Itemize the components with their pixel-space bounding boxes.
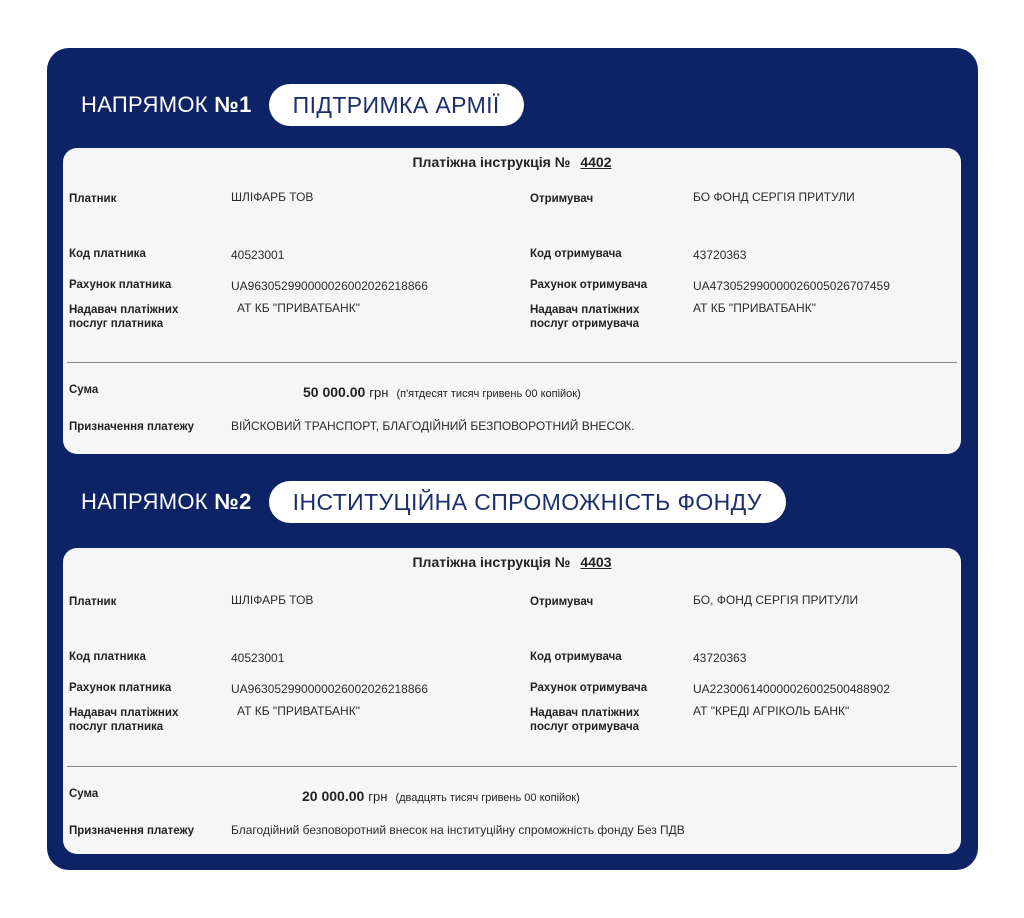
purpose-label: Призначення платежу (69, 421, 195, 433)
recipient-provider-value: АТ КБ "ПРИВАТБАНК" (693, 301, 816, 315)
sum-amount (303, 384, 581, 400)
currency: грн (368, 789, 388, 804)
recipient-provider-value: АТ "КРЕДІ АГРІКОЛЬ БАНК" (693, 704, 850, 718)
payer-account-label: Рахунок платника (69, 279, 172, 291)
recipient-code-label: Код отримувача (530, 248, 622, 260)
payer-value: ШЛІФАРБ ТОВ (231, 593, 314, 607)
sum-value: 50 000.00 (303, 384, 366, 400)
sum-amount (302, 788, 580, 804)
instruction-number: 4402 (580, 154, 612, 170)
direction-label: НАПРЯМОК №2 (81, 489, 252, 514)
divider (67, 766, 957, 767)
payer-account-label: Рахунок платника (69, 682, 172, 694)
sum-value: 20 000.00 (302, 788, 365, 804)
recipient-account-label: Рахунок отримувача (530, 279, 648, 291)
payer-provider-value: АТ КБ "ПРИВАТБАНК" (237, 301, 360, 315)
instruction-title: Платіжна інструкція № 4403 (412, 554, 612, 570)
purpose-value: ВІЙСКОВИЙ ТРАНСПОРТ, БЛАГОДІЙНИЙ БЕЗПОВОРОТНИЙ ВНЕСОК. (231, 419, 635, 433)
recipient-account-value: UA473052990000026005026707459 (693, 279, 890, 293)
divider (67, 362, 957, 363)
payer-code-label: Код платника (69, 651, 146, 663)
recipient-value: БО ФОНД СЕРГІЯ ПРИТУЛИ (693, 190, 855, 204)
direction-label: НАПРЯМОК №1 (81, 92, 252, 117)
payer-provider-value: АТ КБ "ПРИВАТБАНК" (237, 704, 360, 718)
purpose-label: Призначення платежу (69, 825, 195, 837)
payment-instruction-card-2 (63, 548, 961, 854)
direction-heading-2 (81, 481, 786, 523)
recipient-account-label: Рахунок отримувача (530, 682, 648, 694)
payer-label: Платник (69, 193, 117, 205)
recipient-code-value: 43720363 (693, 248, 747, 262)
payer-code-label: Код платника (69, 248, 146, 260)
payer-code-value: 40523001 (231, 651, 285, 665)
recipient-code-label: Код отримувача (530, 651, 622, 663)
recipient-value: БО, ФОНД СЕРГІЯ ПРИТУЛИ (693, 593, 859, 607)
sum-label: Сума (69, 788, 99, 800)
instruction-title: Платіжна інструкція № 4402 (412, 154, 612, 170)
recipient-account-value: UA223006140000026002500488902 (693, 682, 890, 696)
payer-provider-label: Надавач платіжних послуг платника (69, 707, 179, 733)
recipient-label: Отримувач (530, 596, 594, 608)
payer-code-value: 40523001 (231, 248, 285, 262)
payment-instruction-card-1 (63, 148, 961, 454)
direction-title-pill: ІНСТИТУЦІЙНА СПРОМОЖНІСТЬ ФОНДУ (269, 481, 786, 523)
payer-account-value: UA963052990000026002026218866 (231, 279, 428, 293)
payer-account-value: UA963052990000026002026218866 (231, 682, 428, 696)
recipient-provider-label: Надавач платіжних послуг отримувача (530, 707, 640, 733)
direction-heading-1 (81, 84, 524, 126)
sum-words: (п'ятдесят тисяч гривень 00 копійок) (396, 388, 581, 400)
direction-title-pill: ПІДТРИМКА АРМІЇ (269, 84, 524, 126)
recipient-code-value: 43720363 (693, 651, 747, 665)
sum-words: (двадцять тисяч гривень 00 копійок) (395, 792, 580, 804)
donation-panel (47, 48, 978, 870)
payer-provider-label: Надавач платіжних послуг платника (69, 304, 179, 330)
purpose-value: Благодійний безповоротний внесок на інституційну спроможність фонду Без ПДВ (231, 823, 685, 837)
recipient-label: Отримувач (530, 193, 594, 205)
payer-value: ШЛІФАРБ ТОВ (231, 190, 314, 204)
sum-label: Сума (69, 384, 99, 396)
instruction-number: 4403 (580, 554, 612, 570)
currency: грн (369, 385, 389, 400)
recipient-provider-label: Надавач платіжних послуг отримувача (530, 304, 640, 330)
payer-label: Платник (69, 596, 117, 608)
